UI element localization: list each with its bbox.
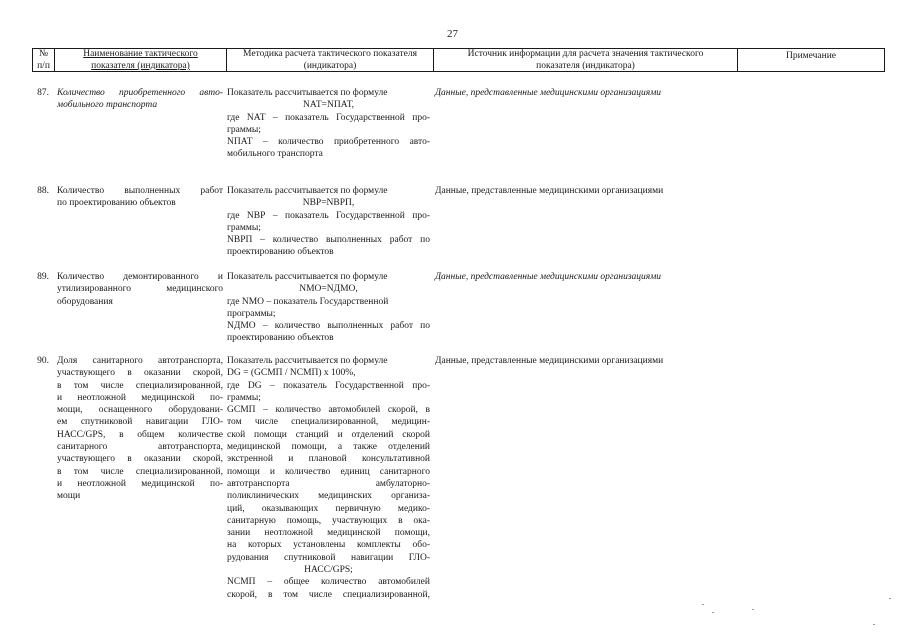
- header-method-line2: (индикатора): [303, 61, 357, 71]
- name-line: мощи, оснащенного оборудовани-: [57, 405, 223, 416]
- method-line: НАСС/GPS;: [304, 565, 353, 576]
- data-source: Данные, представленные медицинскими организациями: [435, 88, 662, 98]
- method-line: мобильного транспорта: [227, 149, 323, 160]
- method-line: том числе специализированной, медицин-: [227, 417, 430, 428]
- method-line: проектированию объектов: [227, 247, 334, 258]
- name-line: и неотложной медицинской по-: [57, 392, 223, 403]
- data-source: Данные, представленные медицинскими организациями: [435, 272, 662, 282]
- method-line: граммы;: [227, 124, 261, 135]
- name-line: ем спутниковой навигации ГЛО-: [57, 417, 223, 428]
- method-line: санитарную помощь, участвующих в ока-: [227, 515, 430, 526]
- name-line: санитарного автотранспорта,: [57, 442, 223, 453]
- name-line: в том числе специализированной,: [57, 380, 223, 391]
- scan-speck: [702, 604, 704, 605]
- data-source: Данные, представленные медицинскими организациями: [435, 356, 664, 366]
- indicator-name: [57, 271, 223, 308]
- name-line: в том числе специализированной,: [57, 466, 223, 477]
- scan-speck: [712, 612, 714, 613]
- method-line: где NМО – показатель Государственной: [227, 296, 389, 307]
- header-method: [227, 49, 434, 71]
- row-number: 88.: [37, 186, 49, 196]
- page-number: 27: [447, 28, 458, 40]
- method-line: Показатель рассчитывается по формуле: [227, 356, 388, 366]
- indicator-name: [57, 185, 223, 210]
- method-line: Показатель рассчитывается по формуле: [227, 88, 388, 98]
- method-line: помощи и количество единиц санитарного: [227, 466, 430, 477]
- name-line: Количество выполненных работ: [57, 186, 223, 196]
- name-line: мощи: [57, 491, 81, 502]
- method-line: зании неотложной медицинской помощи,: [227, 528, 430, 539]
- formula: NАТ=NПАТ,: [302, 100, 355, 111]
- calculation-method: [227, 185, 430, 259]
- header-num-line2: п/п: [37, 61, 50, 71]
- indicator-name: [57, 355, 223, 503]
- method-line: автотранспорта амбулаторно-: [227, 478, 430, 489]
- method-line: проектированию объектов: [227, 333, 334, 344]
- method-line: рудования спутниковой навигации ГЛО-: [227, 552, 430, 563]
- scan-speck: [873, 624, 875, 625]
- header-num-line1: №: [38, 49, 49, 59]
- method-line: NДМО – количество выполненных работ по: [227, 321, 430, 332]
- name-line: и неотложной медицинской по-: [57, 478, 223, 489]
- name-line: Количество демонтированного и: [57, 272, 223, 282]
- data-source: Данные, представленные медицинскими организациями: [435, 186, 664, 196]
- method-line: граммы;: [227, 392, 261, 403]
- row-number: 89.: [37, 272, 49, 282]
- header-name: [55, 49, 227, 71]
- method-line: ций, оказывающих первичную медико-: [227, 503, 430, 514]
- row-number: 87.: [37, 88, 49, 98]
- header-method-line1: Методика расчета тактического показателя: [243, 49, 417, 59]
- method-line: медицинской помощи, а также отделений: [227, 442, 430, 453]
- calculation-method: [227, 87, 430, 161]
- name-line: оборудования: [57, 296, 113, 307]
- method-line: скорой, в том числе специализированной,: [227, 589, 430, 600]
- scan-speck: [752, 609, 754, 610]
- method-line: на которых установлены комплекты обо-: [227, 540, 430, 551]
- name-line: утилизированного медицинского: [57, 284, 223, 295]
- method-line: поликлинических медицинских организа-: [227, 491, 430, 502]
- header-note-label: Примечание: [785, 51, 837, 61]
- calculation-method: [227, 271, 430, 345]
- name-line: участвующего в оказании скорой,: [57, 368, 223, 379]
- formula: NВР=NВРП,: [302, 198, 355, 209]
- table-header: [32, 48, 885, 72]
- method-line: NПАТ – количество приобретенного авто-: [227, 137, 430, 148]
- scan-speck: [889, 598, 891, 599]
- method-line: граммы;: [227, 222, 261, 233]
- header-name-line2: показателя (индикатора): [91, 61, 190, 71]
- indicator-name: [57, 87, 223, 112]
- method-line: GСМП – количество автомобилей скорой, в: [227, 405, 430, 416]
- method-line: NВРП – количество выполненных работ по: [227, 235, 430, 246]
- method-line: NСМП – общее количество автомобилей: [227, 577, 430, 588]
- header-note: [738, 49, 884, 71]
- method-line: Показатель рассчитывается по формуле: [227, 186, 388, 196]
- name-line: мобильного транспорта: [57, 100, 158, 111]
- name-line: участвующего в оказании скорой,: [57, 454, 223, 465]
- name-line: Доля санитарного автотранспорта,: [57, 356, 223, 366]
- method-line: ской помощи станций и отделений скорой: [227, 429, 430, 440]
- method-line: где DG – показатель Государственной про-: [227, 380, 430, 391]
- method-line: программы;: [227, 308, 276, 319]
- name-line: Количество приобретенного авто-: [57, 88, 223, 98]
- calculation-method: [227, 355, 430, 601]
- method-line: Показатель рассчитывается по формуле: [227, 272, 388, 282]
- method-line: где NАТ – показатель Государственной про-: [227, 112, 430, 123]
- header-source: [434, 49, 738, 71]
- formula: DG = (GСМП / NСМП) x 100%,: [227, 368, 356, 379]
- header-source-line1: Источник информации для расчета значения тактического: [467, 49, 704, 59]
- name-line: по проектированию объектов: [57, 198, 176, 209]
- header-source-line2: показателя (индикатора): [536, 61, 635, 71]
- name-line: НАСС/GPS, в общем количестве: [57, 429, 223, 440]
- method-line: где NВР – показатель Государственной про-: [227, 210, 430, 221]
- formula: NМО=NДМО,: [299, 284, 358, 295]
- row-number: 90.: [37, 356, 49, 366]
- header-num: [33, 49, 55, 71]
- method-line: экстренной и плановой консультативной: [227, 454, 430, 465]
- header-name-line1: Наименование тактического: [83, 49, 198, 59]
